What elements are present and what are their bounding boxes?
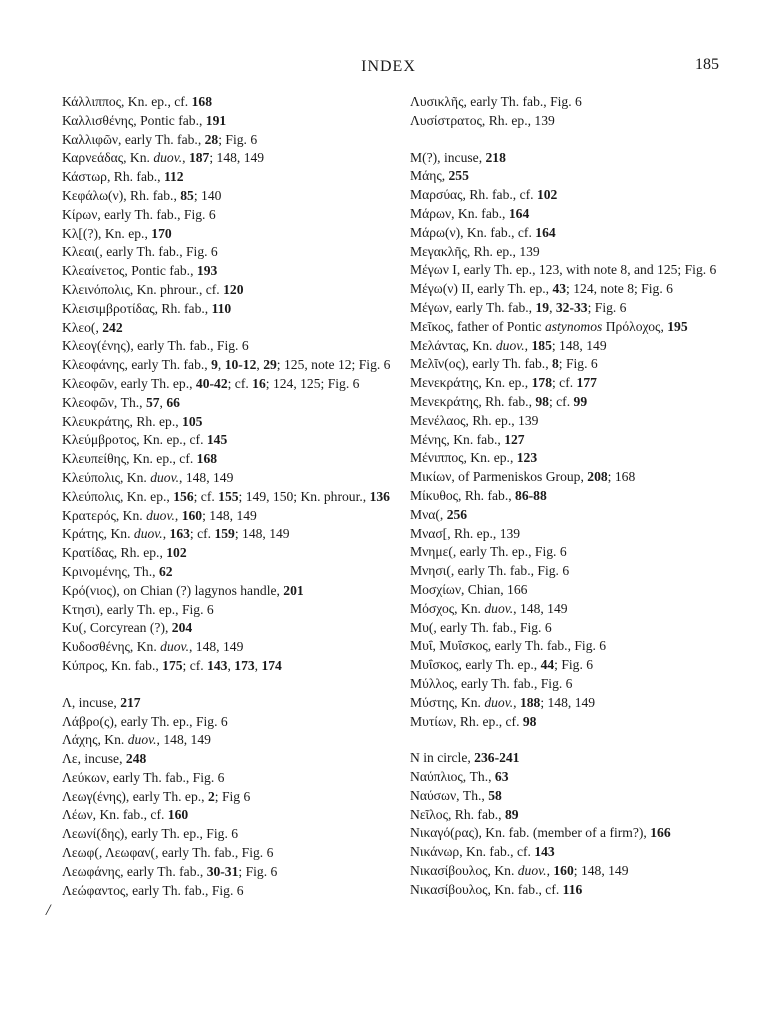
- index-entry: [410, 186, 730, 205]
- entry-text: Κλεισιμβροτίδας, Rh. fab.,: [62, 300, 212, 316]
- index-entry: Μέγων, early Th. fab., 19, 32-33; Fig. 6: [410, 299, 627, 315]
- entry-text: Κλ[(?), Kn. ep.,: [62, 225, 152, 241]
- entry-reference: 170: [151, 225, 172, 241]
- index-entry: Λεύκων, early Th. fab., Fig. 6: [62, 769, 225, 785]
- index-entry: Κλεοφῶν, Th., 57, 66: [62, 394, 180, 410]
- index-entry: [410, 149, 730, 168]
- section-gap: [410, 131, 730, 149]
- entry-text: Κλεινόπολις, Kn. phrour., cf.: [62, 281, 224, 297]
- entry-text: Μάρω(ν), Kn. fab., cf.: [410, 224, 536, 240]
- entry-reference: 112: [163, 169, 184, 185]
- index-entry: Μόσχος, Kn. duov., 148, 149: [410, 600, 568, 616]
- entry-reference: 160: [167, 807, 189, 823]
- index-entry: Μυΐ, Μυΐσκος, early Th. fab., Fig. 6: [410, 638, 607, 654]
- index-entry: Κυδοσθένης, Kn. duov., 148, 149: [62, 639, 244, 655]
- index-entry: [62, 413, 392, 432]
- index-entry: Μελάντας, Kn. duov., 185; 148, 149: [410, 337, 607, 353]
- index-entry: Μέγων I, early Th. ep., 123, with note 8, and 125; Fig. 6: [410, 262, 717, 278]
- index-entry: [410, 768, 730, 787]
- index-column-right: [410, 93, 730, 900]
- index-entry: Μοσχίων, Chian, 166: [410, 581, 528, 597]
- index-entry: Μέγω(ν) II, early Th. ep., 43; 124, note 8; Fig. 6: [410, 281, 673, 297]
- index-entry: [62, 225, 392, 244]
- index-entry: [62, 450, 392, 469]
- index-entry: Κλεύπολις, Kn. duov., 148, 149: [62, 469, 234, 485]
- index-column-left: [62, 93, 392, 900]
- index-entry: [62, 806, 392, 825]
- index-entry: [62, 168, 392, 187]
- index-entry: [410, 167, 730, 186]
- index-entry: Μυΐσκος, early Th. ep., 44; Fig. 6: [410, 657, 594, 673]
- entry-reference: 116: [562, 881, 583, 897]
- entry-reference: 102: [166, 545, 187, 561]
- index-entry: Νικασίβουλος, Kn. duov., 160; 148, 149: [410, 863, 629, 879]
- index-entry: [62, 281, 392, 300]
- index-entry: Μνησι(, early Th. fab., Fig. 6: [410, 563, 570, 579]
- index-entry: Μνημε(, early Th. ep., Fig. 6: [410, 544, 567, 560]
- section-gap: [62, 676, 392, 694]
- entry-text: Κάστωρ, Rh. fab.,: [62, 169, 164, 185]
- index-entry: Κρατερός, Kn. duov., 160; 148, 149: [62, 507, 257, 523]
- index-entry: Μεγακλῆς, Rh. ep., 139: [410, 243, 540, 259]
- entry-reference: 143: [534, 844, 555, 860]
- entry-reference: 145: [206, 432, 228, 448]
- margin-pencil-mark: /: [46, 902, 51, 919]
- entry-reference: 105: [182, 413, 203, 429]
- entry-reference: 256: [446, 506, 468, 522]
- entry-reference: 168: [196, 451, 218, 467]
- index-entry: [62, 694, 392, 713]
- entry-reference: 102: [536, 187, 558, 203]
- entry-reference: 98: [522, 713, 537, 729]
- entry-text: N in circle,: [410, 750, 475, 766]
- index-entry: Μνασ[, Rh. ep., 139: [410, 525, 521, 541]
- index-entry: [62, 93, 392, 112]
- index-entry: [62, 431, 392, 450]
- section-gap: [410, 731, 730, 749]
- index-entry: Λεωφάνης, early Th. fab., 30-31; Fig. 6: [62, 863, 278, 879]
- index-entry: Κίρων, early Th. fab., Fig. 6: [62, 206, 216, 222]
- entry-text: Ναύπλιος, Th.,: [410, 769, 495, 785]
- entry-reference: 164: [508, 205, 530, 221]
- index-entry: [410, 787, 730, 806]
- index-entry: Μελῖν(ος), early Th. fab., 8; Fig. 6: [410, 356, 598, 372]
- index-entry: [62, 619, 392, 638]
- entry-text: Μίκυθος, Rh. fab.,: [410, 487, 516, 503]
- entry-text: Μάρων, Kn. fab.,: [410, 205, 509, 221]
- entry-reference: 191: [205, 112, 227, 128]
- index-entry: Κλεογ(ένης), early Th. fab., Fig. 6: [62, 338, 249, 354]
- index-entry: [62, 262, 392, 281]
- index-entry: Μενεκράτης, Kn. ep., 178; cf. 177: [410, 375, 597, 391]
- index-entry: [62, 112, 392, 131]
- index-entry: [410, 224, 730, 243]
- entry-text: Κλευπείθης, Kn. ep., cf.: [62, 451, 197, 467]
- page-number: 185: [695, 56, 719, 73]
- index-entry: [62, 563, 392, 582]
- entry-reference: 58: [488, 787, 502, 803]
- entry-text: Λ, incuse,: [62, 694, 121, 710]
- index-entry: Μενέλαος, Rh. ep., 139: [410, 412, 539, 428]
- entry-reference: 89: [504, 806, 519, 822]
- entry-text: Νεῖλος, Rh. fab.,: [410, 806, 505, 822]
- entry-text: Μένιππος, Kn. ep.,: [410, 450, 517, 466]
- index-entry: [62, 300, 392, 319]
- entry-text: Κλεαίνετος, Pontic fab.,: [62, 263, 197, 279]
- entry-reference: 123: [516, 450, 538, 466]
- entry-text: Κλεο(,: [62, 319, 103, 335]
- index-entry: Κεφάλω(ν), Rh. fab., 85; 140: [62, 187, 222, 203]
- index-entry: [410, 487, 730, 506]
- entry-text: Κυ(, Corcyrean (?),: [62, 620, 172, 636]
- index-entry: Καρνεάδας, Kn. duov., 187; 148, 149: [62, 150, 265, 166]
- entry-text: Μ(?), incuse,: [410, 149, 486, 165]
- index-entry: [62, 750, 392, 769]
- index-entry: Κτησι), early Th. ep., Fig. 6: [62, 601, 214, 617]
- entry-text: Μάης,: [410, 168, 449, 184]
- index-entry: [62, 319, 392, 338]
- index-entry: Κλεοφῶν, early Th. ep., 40-42; cf. 16; 124, 125; Fig. 6: [62, 375, 360, 391]
- index-entry: Κλεοφάνης, early Th. fab., 9, 10-12, 29; 125, note 12; Fig. 6: [62, 357, 391, 373]
- entry-reference: 86-88: [515, 487, 547, 503]
- index-entry: Καλλιφῶν, early Th. fab., 28; Fig. 6: [62, 131, 258, 147]
- entry-text: Κάλλιππος, Kn. ep., cf.: [62, 94, 192, 109]
- index-entry: Λεωνί(δης), early Th. ep., Fig. 6: [62, 826, 239, 842]
- entry-reference: 242: [102, 319, 123, 335]
- entry-text: Μνα(,: [410, 506, 447, 522]
- index-entry: [410, 881, 730, 900]
- running-head: [0, 58, 777, 80]
- entry-reference: 63: [494, 769, 509, 785]
- index-entry: [410, 449, 730, 468]
- entry-reference: 193: [196, 263, 218, 279]
- index-entry: [410, 205, 730, 224]
- index-entry: [410, 806, 730, 825]
- index-entry: Μενεκράτης, Rh. fab., 98; cf. 99: [410, 393, 588, 409]
- page-title: INDEX: [361, 58, 416, 75]
- entry-text: Κλευκράτης, Rh. ep.,: [62, 413, 183, 429]
- index-entry: Λυσικλῆς, early Th. fab., Fig. 6: [410, 94, 582, 109]
- entry-text: Λέων, Kn. fab., cf.: [62, 807, 168, 823]
- entry-text: Κρατίδας, Rh. ep.,: [62, 545, 167, 561]
- entry-reference: 110: [211, 300, 232, 316]
- index-entry: Λυσίστρατος, Rh. ep., 139: [410, 112, 555, 128]
- index-entry: Μύλλος, early Th. fab., Fig. 6: [410, 675, 573, 691]
- entry-reference: 248: [125, 751, 147, 767]
- entry-reference: 204: [171, 620, 193, 636]
- index-entry: [410, 431, 730, 450]
- index-entry: Κλεαι(, early Th. fab., Fig. 6: [62, 244, 218, 260]
- index-entry: Λάβρο(ς), early Th. ep., Fig. 6: [62, 713, 228, 729]
- index-entry: [410, 506, 730, 525]
- index-entry: Μικίων, of Parmeniskos Group, 208; 168: [410, 469, 636, 485]
- entry-reference: 218: [485, 149, 506, 165]
- entry-text: Κρινομένης, Th.,: [62, 563, 159, 579]
- entry-reference: 255: [448, 168, 469, 184]
- entry-text: Νικασίβουλος, Kn. fab., cf.: [410, 881, 563, 897]
- entry-text: Μαρσύας, Rh. fab., cf.: [410, 187, 537, 203]
- entry-text: Κλεύμβροτος, Kn. ep., cf.: [62, 432, 207, 448]
- entry-reference: 127: [504, 431, 525, 447]
- index-entry: Κράτης, Kn. duov., 163; cf. 159; 148, 149: [62, 526, 290, 542]
- index-entry: [410, 749, 730, 768]
- entry-text: Καλλισθένης, Pontic fab.,: [62, 112, 206, 128]
- entry-text: Λε, incuse,: [62, 751, 126, 767]
- entry-text: Μυτίων, Rh. ep., cf.: [410, 713, 523, 729]
- index-entry: Κύπρος, Kn. fab., 175; cf. 143, 173, 174: [62, 657, 282, 673]
- index-entry: Μυ(, early Th. fab., Fig. 6: [410, 619, 552, 635]
- entry-reference: 236-241: [474, 750, 520, 766]
- index-entry: [62, 544, 392, 563]
- index-entry: Λάχης, Kn. duov., 148, 149: [62, 732, 211, 748]
- entry-reference: 164: [535, 224, 556, 240]
- entry-text: Ναύσων, Th.,: [410, 787, 489, 803]
- index-entry: Λεωγ(ένης), early Th. ep., 2; Fig 6: [62, 788, 251, 804]
- index-entry: Κρό(νιος), on Chian (?) lagynos handle, 201: [62, 582, 304, 598]
- index-entry: Μεῖκος, father of Pontic astynomos Πρόλοχος, 195: [410, 318, 688, 334]
- index-entry: Μύστης, Kn. duov., 188; 148, 149: [410, 694, 596, 710]
- index-entry: [410, 843, 730, 862]
- index-entry: [410, 713, 730, 732]
- index-entry: Νικαγό(ρας), Kn. fab. (member of a firm?), 166: [410, 825, 671, 841]
- entry-text: Μένης, Kn. fab.,: [410, 431, 505, 447]
- entry-reference: 120: [223, 281, 244, 297]
- entry-text: Νικάνωρ, Kn. fab., cf.: [410, 844, 535, 860]
- entry-reference: 217: [120, 694, 141, 710]
- index-entry: Κλεύπολις, Kn. ep., 156; cf. 155; 149, 150; Kn. phrour., 136: [62, 488, 390, 504]
- index-entry: Λεωφ(, Λεωφαν(, early Th. fab., Fig. 6: [62, 845, 274, 861]
- index-entry: Λεώφαντος, early Th. fab., Fig. 6: [62, 882, 244, 898]
- entry-reference: 62: [158, 563, 173, 579]
- entry-reference: 168: [191, 94, 212, 109]
